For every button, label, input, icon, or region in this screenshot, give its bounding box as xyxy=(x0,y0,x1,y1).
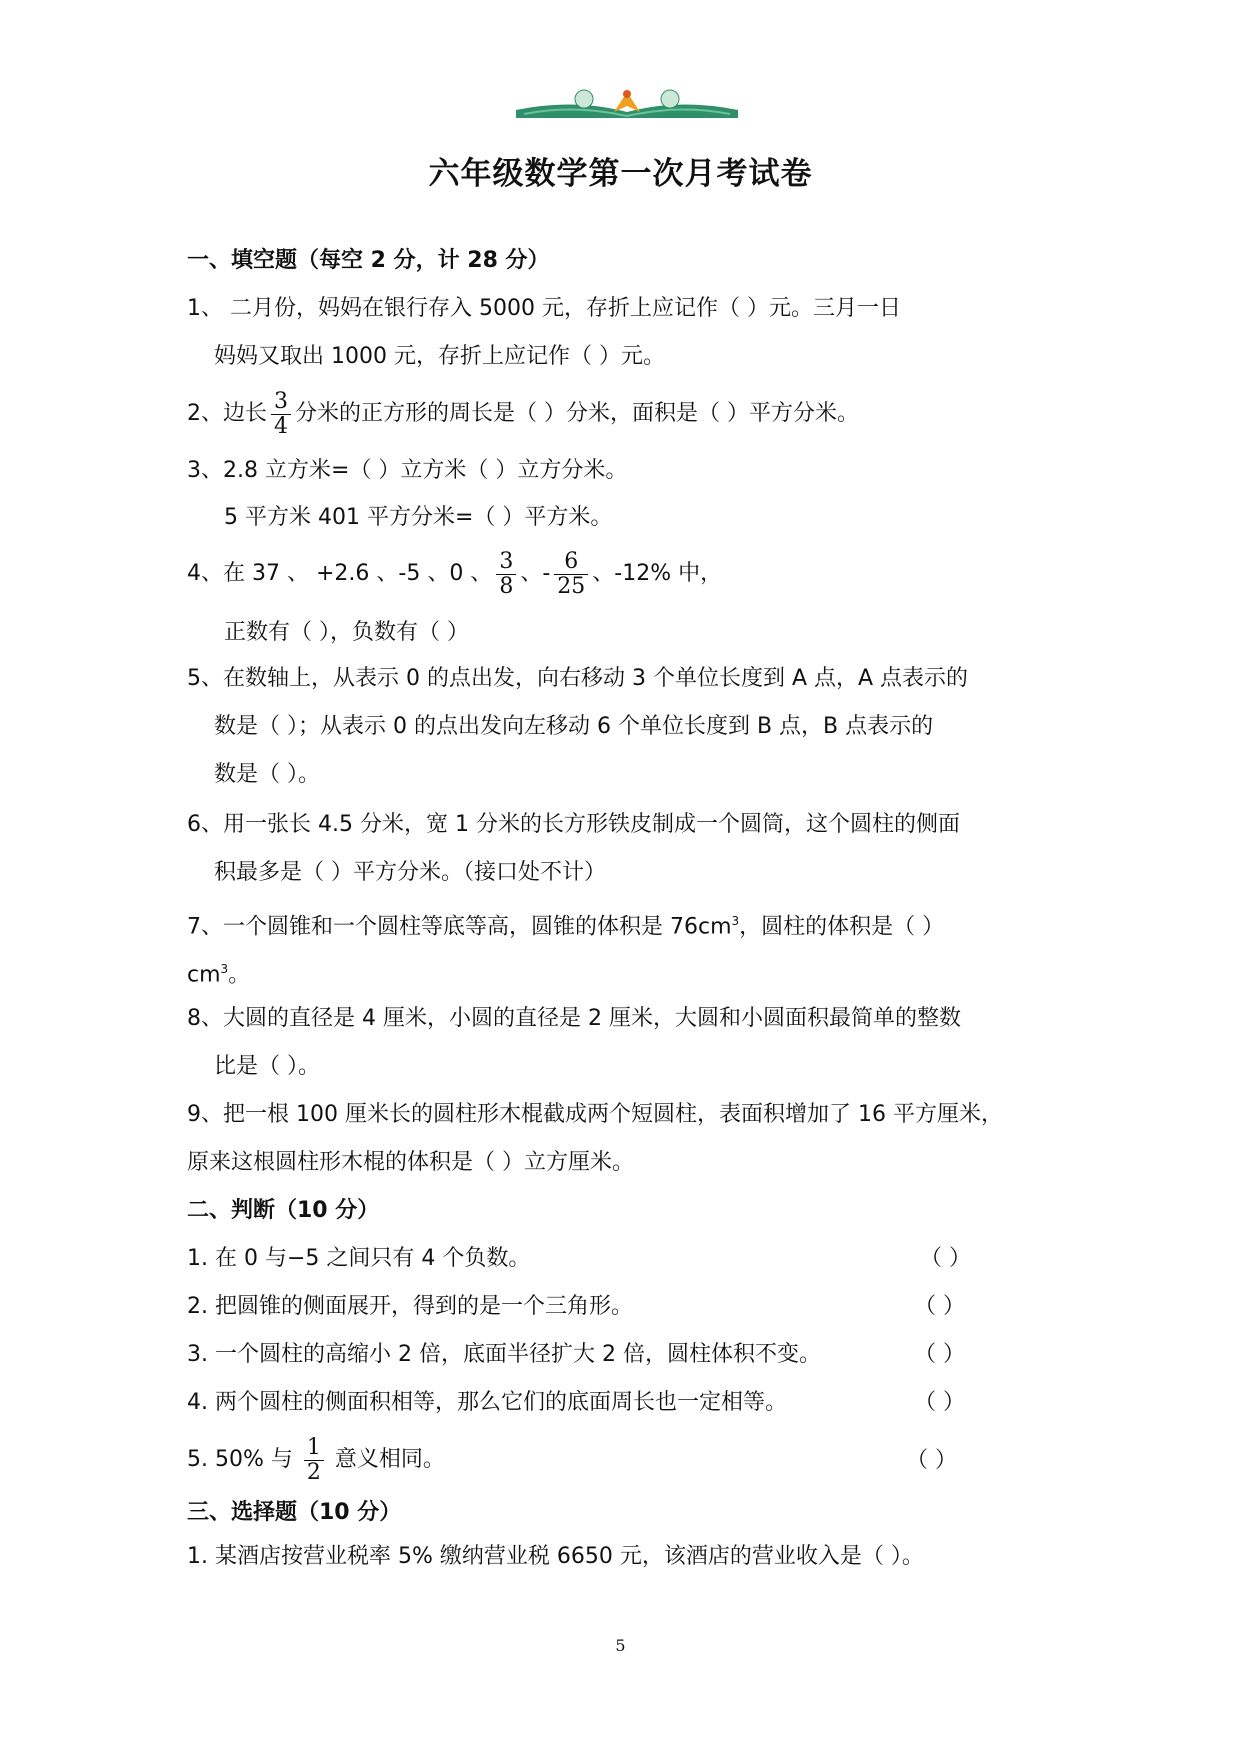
judge-answer-2: （ ） xyxy=(914,1294,965,1319)
q4-frac2-den: 25 xyxy=(557,573,586,599)
q6-line2: 积最多是（ ）平方分米。（接口处不计） xyxy=(214,860,606,885)
q2-frac-num: 3 xyxy=(271,390,291,415)
q6-line1: 6、用一张长 4.5 分米，宽 1 分米的长方形铁皮制成一个圆筒，这个圆柱的侧面 xyxy=(187,812,960,837)
judge-item5-post: 意义相同。 xyxy=(334,1447,445,1472)
q7-line1-pre: 7、一个圆锥和一个圆柱等底等高，圆锥的体积是 76cm xyxy=(187,914,732,940)
q7-line2 xyxy=(187,954,250,990)
judge-item-1: 1. 在 0 与−5 之间只有 4 个负数。 xyxy=(187,1246,531,1271)
section1-heading: 一、填空题（每空 2 分，计 28 分） xyxy=(187,248,550,273)
judge-item-2: 2. 把圆锥的侧面展开，得到的是一个三角形。 xyxy=(187,1294,633,1319)
q5-line1: 5、在数轴上，从表示 0 的点出发，向右移动 3 个单位长度到 A 点，A 点表示的 xyxy=(187,666,969,691)
q2-post: 分米的正方形的周长是（ ）分米，面积是（ ）平方分米。 xyxy=(295,401,859,426)
q4-pre: 4、在 37 、 +2.6 、-5 、0 、 xyxy=(187,561,493,586)
q4 xyxy=(187,548,722,600)
q5-line2: 数是（ ）；从表示 0 的点出发向左移动 6 个单位长度到 B 点，B 点表示的 xyxy=(214,714,934,739)
q7-line1-post: ，圆柱的体积是（ ） xyxy=(739,914,945,940)
q4-post: 、-12% 中， xyxy=(592,561,723,586)
judge-item5-pre: 5. 50% 与 xyxy=(187,1447,293,1472)
q7-line2-post: 。 xyxy=(228,962,251,988)
judge-answer-4: （ ） xyxy=(914,1390,965,1415)
section2-heading: 二、判断（10 分） xyxy=(187,1198,380,1223)
judge-item5-frac-num: 1 xyxy=(304,1436,324,1461)
q4-fraction1 xyxy=(496,550,516,599)
q2 xyxy=(187,388,859,440)
q5-line3: 数是（ ）。 xyxy=(214,762,320,787)
q7-line2-pre: cm xyxy=(187,962,221,988)
q4-mid: 、- xyxy=(520,561,551,586)
q8-line1: 8、大圆的直径是 4 厘米，小圆的直径是 2 厘米，大圆和小圆面积最简单的整数 xyxy=(187,1006,961,1031)
page-title: 六年级数学第一次月考试卷 xyxy=(428,156,813,192)
q2-pre: 2、边长 xyxy=(187,401,267,426)
judge-item-4: 4. 两个圆柱的侧面积相等，那么它们的底面周长也一定相等。 xyxy=(187,1390,787,1415)
q7-line1 xyxy=(187,906,944,942)
section3-heading: 三、选择题（10 分） xyxy=(187,1500,402,1525)
q2-fraction xyxy=(271,390,291,439)
judge-answer-5: （ ） xyxy=(906,1448,957,1473)
judge-item5-fraction xyxy=(304,1436,324,1485)
q2-frac-den: 4 xyxy=(274,413,288,439)
q9-line1: 9、把一根 100 厘米长的圆柱形木棍截成两个短圆柱，表面积增加了 16 平方厘米， xyxy=(187,1102,1003,1127)
judge-answer-3: （ ） xyxy=(914,1342,965,1367)
q3-line2: 5 平方米 401 平方分米=（ ）平方米。 xyxy=(224,505,613,530)
q9-line2: 原来这根圆柱形木棍的体积是（ ）立方厘米。 xyxy=(187,1150,634,1175)
q7-sup2: 3 xyxy=(220,962,229,976)
q4-frac2-num: 6 xyxy=(554,550,588,575)
publisher-logo xyxy=(514,88,740,118)
q4-fraction2 xyxy=(554,550,588,599)
q4-frac1-num: 3 xyxy=(496,550,516,575)
q7-sup1: 3 xyxy=(731,914,740,928)
choice-q1: 1. 某酒店按营业税率 5% 缴纳营业税 6650 元，该酒店的营业收入是（ ）。 xyxy=(187,1544,924,1569)
judge-item-3: 3. 一个圆柱的高缩小 2 倍，底面半径扩大 2 倍，圆柱体积不变。 xyxy=(187,1342,821,1367)
q4-line2: 正数有（ ），负数有（ ） xyxy=(224,620,469,645)
q8-line2: 比是（ ）。 xyxy=(214,1054,320,1079)
page-number: 5 xyxy=(615,1636,626,1655)
q1-line1: 1、 二月份，妈妈在银行存入 5000 元，存折上应记作（ ）元。三月一日 xyxy=(187,296,901,321)
q3-line1: 3、2.8 立方米=（ ）立方米（ ）立方分米。 xyxy=(187,458,628,483)
q1-line2: 妈妈又取出 1000 元，存折上应记作（ ）元。 xyxy=(214,344,665,369)
q4-frac1-den: 8 xyxy=(499,573,514,599)
judge-item5-frac-den: 2 xyxy=(306,1459,321,1485)
judge-item-5 xyxy=(187,1434,445,1486)
judge-answer-1: （ ） xyxy=(920,1246,971,1271)
